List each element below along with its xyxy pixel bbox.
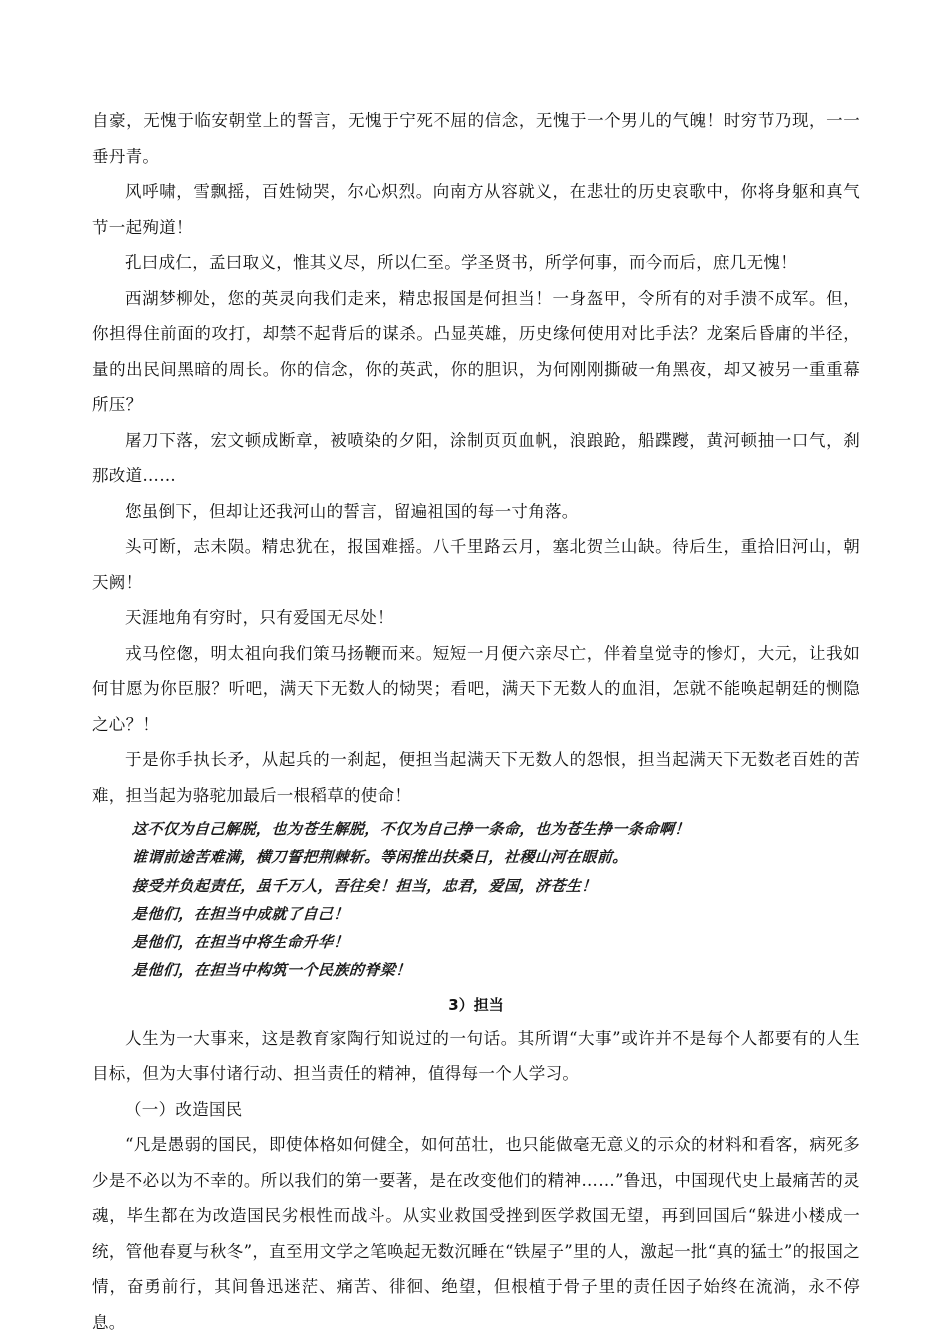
handwritten-line: 接受并负起责任，虽千万人，吾往矣！担当，忠君，爱国，济苍生！ (131, 876, 598, 895)
paragraph: 孔曰成仁，孟曰取义，惟其义尽，所以仁至。学圣贤书，所学何事，而今而后，庶几无愧！ (125, 253, 797, 272)
paragraph: 您虽倒下，但却让还我河山的誓言，留遍祖国的每一寸角落。 (125, 501, 579, 521)
paragraph: 头可断，志未陨。精忠犹在，报国难摇。八千里路云月，塞北贺兰山缺。待后生，重拾旧河山，朝天阙！ (92, 537, 860, 592)
paragraph: 风呼啸，雪飘摇，百姓恸哭，尔心炽烈。向南方从容就义，在悲壮的历史哀歌中，你将身躯和真气节一起殉道！ (92, 182, 860, 237)
paragraph: 于是你手执长矛，从起兵的一刹起，便担当起满天下无数人的怨恨，担当起满天下无数老百姓的苦难，担当起为骆驼加最后一根稻草的使命！ (92, 750, 860, 805)
essay-bottom-section (92, 1021, 860, 1341)
handwritten-block (92, 815, 860, 985)
handwritten-line: 是他们，在担当中成就了自己！ (131, 904, 350, 923)
handwritten-line: 这不仅为自己解脱，也为苍生解脱，不仅为自己挣一条命，也为苍生挣一条命啊！ (131, 820, 691, 838)
essay-top-section (92, 103, 860, 813)
handwritten-line: 谁谓前途苦难满，横刀誓把荆棘斩。等闲推出扶桑日，社稷山河在眼前。 (131, 848, 629, 867)
section-heading: 3）担当 (448, 995, 504, 1014)
paragraph: 天涯地角有穷时，只有爱国无尽处！ (125, 608, 394, 627)
paragraph: 屠刀下落，宏文顿成断章，被喷染的夕阳，涂制页页血帆，浪踉跄，船蹀躞，黄河顿抽一口气，刹那改道…… (92, 430, 860, 485)
document-body (92, 103, 860, 1340)
handwritten-line: 是他们，在担当中构筑一个民族的脊梁！ (131, 961, 412, 980)
handwritten-line: 是他们，在担当中将生命升华！ (131, 933, 350, 952)
subsection-title: （一）改造国民 (125, 1099, 243, 1119)
paragraph: 西湖梦柳处，您的英灵向我们走来，精忠报国是何担当！一身盔甲，令所有的对手溃不成军。但，你担得住前面的攻打，却禁不起背后的谋杀。凸显英雄，历史缘何使用对比手法？龙案后昏庸的半径，量的出民间黑暗的周长。你的信念，你的英武，你的胆识，为何刚刚撕破一角黑夜，却又被另一重重幕所压？ (92, 288, 860, 414)
paragraph: “凡是愚弱的国民，即使体格如何健全，如何茁壮，也只能做毫无意义的示众的材料和看客，病死多少是不必以为不幸的。所以我们的第一要著，是在改变他们的精神……”鲁迅，中国现代史上最痛苦的灵魂，毕生都在为改造国民劣根性而战斗。从实业救国受挫到医学救国无望，再到回国后“躲进小楼成一统，管他春夏与秋冬”，直至用文学之笔唤起无数沉睡在“铁屋子”里的人，激起一批“真的猛士”的报国之情，奋勇前行，其间鲁迅迷茫、痛苦、徘徊、绝望，但根植于骨子里的责任因子始终在流淌，永不停息。 (92, 1135, 860, 1332)
paragraph: 自豪，无愧于临安朝堂上的誓言，无愧于宁死不屈的信念，无愧于一个男儿的气魄！时穷节乃现，一一垂丹青。 (92, 111, 860, 166)
paragraph: 戎马倥偬，明太祖向我们策马扬鞭而来。短短一月便六亲尽亡，伴着皇觉寺的惨灯，大元，让我如何甘愿为你臣服？听吧，满天下无数人的恸哭；看吧，满天下无数人的血泪，怎就不能唤起朝廷的恻隐之心？！ (92, 643, 860, 734)
paragraph: 人生为一大事来，这是教育家陶行知说过的一句话。其所谓“大事”或许并不是每个人都要有的人生目标，但为大事付诸行动、担当责任的精神，值得每一个人学习。 (92, 1028, 860, 1084)
